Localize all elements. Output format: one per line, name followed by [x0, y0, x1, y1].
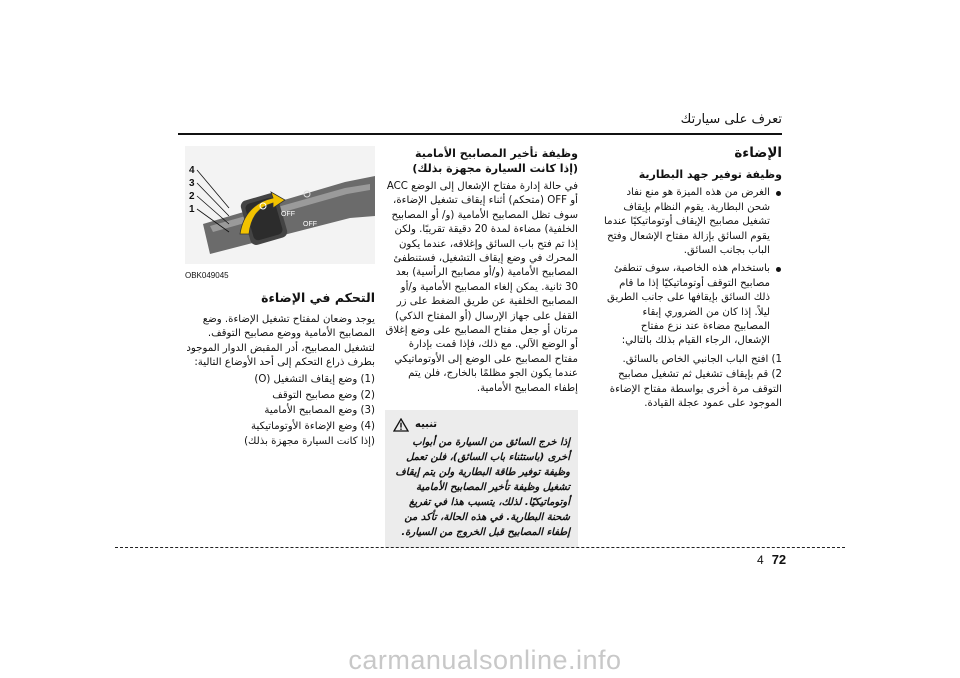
section-title-light-control: التحكم في الإضاءة	[261, 290, 375, 306]
option-item: (2) وضع مصابيح التوقف	[272, 389, 375, 401]
light-switch-illustration	[185, 146, 375, 264]
subtitle-headlight-delay	[385, 146, 578, 176]
figure-label: 1	[189, 204, 195, 215]
option-item: (4) وضع الإضاءة الأوتوماتيكية	[251, 420, 375, 432]
figure-label: 4	[189, 165, 195, 176]
headlight-delay-paragraph: في حالة إدارة مفتاح الإشعال إلى الوضع ACC أو OFF (متحكم) أثناء إيقاف تشغيل الإضاءة، سوف تظل المصابيح الأمامية (و/ أو المصابيح الخلفية) مضاءة لمدة 20 دقيقة تقريبًا. ولكن إذا تم فتح باب السائق وإغلاقه، عندما يكون المحرك في وضع إيقاف التشغيل، فستنطفئ المصابيح الأمامية (و/أو مصابيح الرأسية) بعد 30 ثانية. يمكن إلغاء المصابيح الأمامية و/أو المصابيح الخلفية عن طريق الضغط على زر القفل على جهاز الإرسال (أو المفتاح الذكي) مرتان أو جعل مفتاح المصابيح على وضع إغلاق أو الوضع الآلي. مع ذلك، فإذا قمت بإدارة مفتاح المصابيح على الوضع إلى الأوتوماتيكي عندما يكون الجو مظلمًا بالخارج، فلن يتم إطفاء المصابيح الأمامية.	[385, 181, 578, 394]
caution-text: إذا خرج السائق من السيارة من أبواب أخرى (باستثناء باب السائق)، فلن تعمل وظيفة توفير طاقة البطارية ولن يتم إيقاف تشغيل وظيفة تأخير المصابيح الأمامية أوتوماتيكيًا. لذلك، يتسبب هذا في تفريغ شحنة البطارية. في هذه الحالة، تأكد من إطفاء المصابيح قبل الخروج من السيارة.	[395, 437, 570, 539]
figure-label: 3	[189, 178, 195, 189]
subtitle-line: وظيفة تأخير المصابيح الأمامية	[415, 147, 578, 160]
svg-text:OFF: OFF	[303, 221, 317, 228]
chapter-number: 4	[757, 553, 764, 567]
option-item: (1) وضع إيقاف التشغيل (O)	[254, 374, 375, 386]
option-item: (3) وضع المصابيح الأمامية	[264, 405, 375, 417]
bullet-item: الغرض من هذه الميزة هو منع نفاد شحن البطارية. يقوم النظام بإيقاف تشغيل مصابيح الإيقاف أوتوماتيكيًا عندما يقوم السائق بإزالة مفتاح الإشعال وفتح الباب بجانب السائق.	[604, 186, 782, 258]
light-switch-figure	[185, 146, 375, 264]
bullet-list	[604, 186, 782, 348]
light-control-paragraph: يوجد وضعان لمفتاح تشغيل الإضاءة. وضع المصابيح الأمامية ووضع مصابيح التوقف. لتشغيل المصابيح، أدر المقبض الدوار الموجود بطرف ذراع التحكم إلى أحد الأوضاع التالية:	[186, 313, 375, 369]
section-title-lighting: الإضاءة	[734, 145, 782, 161]
page-number	[757, 552, 786, 567]
warning-triangle-icon	[393, 418, 409, 432]
caution-box	[385, 410, 578, 548]
page-header-title: تعرف على سيارتك	[680, 112, 782, 127]
subtitle-battery-saver: وظيفة توفير جهد البطارية	[638, 168, 782, 182]
figure-label: 2	[189, 191, 195, 202]
bullet-item: باستخدام هذه الخاصية، سوف تنطفئ مصابيح التوقف أوتوماتيكيًا إذا ما قام ذلك السائق بإيقافها على جانب الطريق ليلاً. إذا كان من الضروري إبقاء المصابيح مضاءة عند نزع مفتاح الإشعال، الرجاء القيام بذلك بالتالي:	[604, 262, 782, 348]
option-item: (إذا كانت السيارة مجهزة بذلك)	[244, 436, 375, 448]
subtitle-line: (إذا كانت السيارة مجهزة بذلك)	[412, 162, 578, 175]
page-number-value: 72	[771, 552, 787, 567]
column-middle	[385, 146, 578, 548]
steps-list	[604, 353, 782, 412]
figure-code: OBK049045	[185, 271, 229, 280]
svg-text:OFF: OFF	[281, 211, 295, 218]
options-list	[185, 373, 375, 449]
watermark: carmanualsonline.info	[348, 645, 622, 675]
step-item: 2) قم بإيقاف تشغيل ثم تشغيل مصابيح التوقف مرة أخرى بواسطة مفتاح الإضاءة الموجود على عمود عجلة القيادة.	[609, 369, 782, 410]
caution-label: تنبيه	[415, 419, 438, 431]
header-rule	[178, 133, 782, 135]
footer-rule	[115, 547, 845, 548]
column-right	[604, 146, 782, 413]
caution-header	[393, 417, 570, 432]
step-item: 1) افتح الباب الجانبي الخاص بالسائق.	[622, 353, 782, 365]
column-left	[185, 146, 375, 450]
